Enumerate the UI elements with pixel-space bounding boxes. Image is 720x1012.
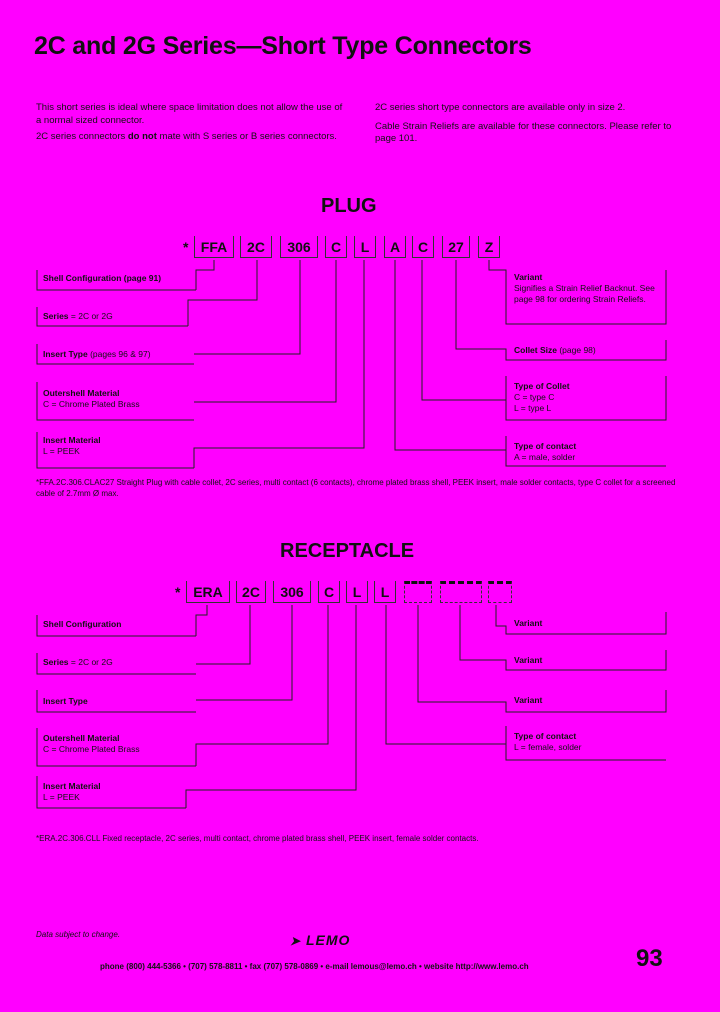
receptacle-label-insert-material: Insert Material L = PEEK — [43, 781, 101, 802]
receptacle-label-contact: Type of contact L = female, solder — [514, 731, 582, 752]
rec-line-variant2 — [460, 605, 666, 670]
receptacle-code-306: 306 — [273, 581, 311, 603]
plug-code-z: Z — [478, 236, 500, 258]
receptacle-label-variant-1: Variant — [514, 618, 543, 628]
plug-code-ffa: FFA — [194, 236, 234, 258]
rec-line-shell — [37, 605, 207, 636]
plug-code-27: 27 — [442, 236, 470, 258]
plug-label-shell: Shell Configuration (page 91) — [43, 273, 162, 283]
plug-code-a: A — [384, 236, 406, 258]
plug-label-insert-material: Insert Material L = PEEK — [43, 435, 101, 456]
plug-label-outershell: Outershell Material C = Chrome Plated Brass — [43, 388, 140, 409]
receptacle-label-variant-2: Variant — [514, 655, 543, 665]
receptacle-label-variant-3: Variant — [514, 695, 543, 705]
intro-left-p2: 2C series connectors do not mate with S series or B series connectors. — [36, 131, 337, 142]
plug-label-variant: Variant Signifies a Strain Relief Backnut. See page 98 for ordering Strain Reliefs. — [514, 272, 655, 304]
plug-line-contact — [395, 260, 666, 466]
plug-label-insert: Insert Type (pages 96 & 97) — [43, 349, 151, 359]
plug-label-series: Series = 2C or 2G — [43, 311, 113, 321]
rec-line-insert — [37, 605, 292, 712]
plug-heading: PLUG — [321, 195, 377, 217]
plug-line-insert — [37, 260, 300, 364]
footer-contact: phone (800) 444-5366 • (707) 578-8811 • fax (707) 578-0869 • e-mail lemous@lemo.ch • website http://www.lemo.ch — [100, 962, 529, 971]
receptacle-label-outershell: Outershell Material C = Chrome Plated Brass — [43, 733, 140, 754]
plug-code-c: C — [325, 236, 347, 258]
rec-line-variant3 — [418, 605, 666, 712]
plug-note: *FFA.2C.306.CLAC27 Straight Plug with cable collet, 2C series, multi contact (6 contacts), chrome plated brass shell, PEEK insert, male solder contacts, type C collet for a screened cable of 2.7mm Ø max. — [36, 478, 676, 498]
receptacle-code-era: ERA — [186, 581, 230, 603]
receptacle-label-shell: Shell Configuration — [43, 619, 122, 629]
page-number: 93 — [636, 945, 663, 972]
intro-right-p1: 2C series short type connectors are available only in size 2. — [375, 102, 626, 113]
plug-line-shell — [37, 260, 214, 290]
plug-code-2c: 2C — [240, 236, 272, 258]
rec-line-series — [37, 605, 250, 674]
plug-label-collet-type: Type of Collet C = type C L = type L — [514, 381, 570, 413]
intro-left-p1: This short series is ideal where space limitation does not allow the use of a normal sized connector. — [36, 102, 343, 126]
page-title: 2C and 2G Series—Short Type Connectors — [34, 32, 532, 60]
plug-code-l: L — [354, 236, 376, 258]
receptacle-heading: RECEPTACLE — [280, 540, 415, 562]
lemo-logo — [290, 932, 350, 948]
receptacle-code-asterisk: * — [175, 584, 181, 600]
footer-disclaimer: Data subject to change. — [36, 930, 121, 939]
plug-label-collet-size: Collet Size (page 98) — [514, 345, 596, 355]
receptacle-code-l2: L — [374, 581, 396, 603]
receptacle-note: *ERA.2C.306.CLL Fixed receptacle, 2C series, multi contact, chrome plated brass shell, PEEK insert, female solder contacts. — [36, 834, 479, 843]
plug-line-collet-size — [456, 260, 666, 360]
intro-right-p2: Cable Strain Reliefs are available for these connectors. Please refer to page 101. — [375, 120, 672, 144]
plug-line-variant — [489, 260, 666, 324]
rec-line-contact — [386, 605, 666, 760]
receptacle-code-c: C — [318, 581, 340, 603]
plug-label-contact: Type of contact A = male, solder — [514, 441, 577, 462]
receptacle-code-l: L — [346, 581, 368, 603]
lemo-logo-icon: ➤ — [290, 934, 302, 948]
plug-line-collet-type — [422, 260, 666, 420]
receptacle-code-2c: 2C — [236, 581, 266, 603]
receptacle-label-insert: Insert Type — [43, 696, 88, 706]
plug-line-outershell — [37, 260, 336, 420]
receptacle-label-series: Series = 2C or 2G — [43, 657, 113, 667]
plug-code-c2: C — [412, 236, 434, 258]
rec-line-outershell — [37, 605, 328, 766]
rec-line-variant1 — [496, 605, 666, 634]
plug-code-306: 306 — [280, 236, 318, 258]
plug-line-series — [37, 260, 257, 326]
lemo-logo-text: LEMO — [305, 932, 351, 948]
plug-code-asterisk: * — [183, 239, 189, 255]
